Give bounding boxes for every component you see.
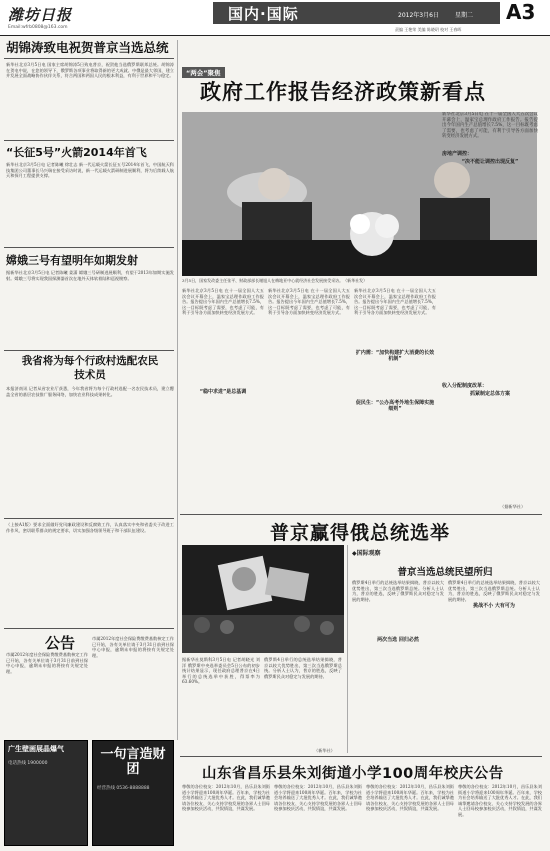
article-rocket: 新华社北京3月5日电 记者陈曦 徐壮志 新一代运载火箭长征五号2014年首飞，中国航天科技集团公司董事长马兴瑞在接受采访时说，新一代运载火箭研制进展顺利，将为后续载人航天和探月工程提供支撑。 [6,162,174,179]
gov-sub-5b: 抓紧制定总体方案 [469,391,510,397]
page-number: A3 [506,0,536,24]
ad-box-2 [92,740,174,846]
ad-1-sub: 电话热线 1900000 [8,761,48,766]
article-continued: （上接A1版）要求全面做好党风廉政建设和反腐败工作，认真落实中央和省委关于改进工作作风、密切联系群众的规定要求，切实加强各级领导班子和干部队伍建设。 [6,522,174,533]
article-change3: 据新华社北京3月5日电 记者陈曦 姜潇 嫦娥三号研制进展顺利，有望于2013年如期实施发射。嫦娥三号将实现我国探测器首次在地外天体软着陆和巡视勘察。 [6,270,174,281]
notice-body-2: 市属2012年度社会保险费缴费基数核定工作已开始，各有关单位请于3月31日前到社保中心申报，逾期未申报的将按有关规定处理。 [92,636,174,658]
putin-sign: （新华社） [314,748,335,753]
ad-1-brand: 广生壁画展晶爆气 [8,745,64,753]
gov-sub-4b: “决不能让调控出现反复” [461,159,519,165]
gov-reporter: （据新华社） [500,504,526,509]
issue-weekday: 星期二 [455,12,474,19]
headline-village: 我省将为每个行政村选配农民技术员 [21,355,159,381]
gov-col-4: 新华社北京3月5日电 在十一届全国人大五次会议开幕会上，温家宝总理作政府工作报告。报告提出今年国内生产总值增长7.5%，这一目标既考虑了需要，也考虑了可能，有利于引导各方面加快转变经济发展方式。 [442,112,538,140]
gov-col-3: 新华社北京3月5日电 在十一届全国人大五次会议开幕会上，温家宝总理作政府工作报告。报告提出今年国内生产总值增长7.5%，这一目标既考虑了需要，也考虑了可能，有利于引导各方面加快转变经济发展方式。 [354,288,436,316]
school-col-2: 尊敬的各位校友：2012年10月，昌乐县朱刘街道小学将迎来100周年华诞。百年来，学校为社会培养输送了大批优秀人才。在此，我们诚挚邀请各位校友、关心支持学校发展的各界人士回母校参加校庆活动，共叙情谊，共谋发展。 [274,784,362,812]
section-title: 国内·国际 [228,5,299,23]
school-col-4: 尊敬的各位校友：2012年10月，昌乐县朱刘街道小学将迎来100周年华诞。百年来，学校为社会培养输送了大批优秀人才。在此，我们诚挚邀请各位校友、关心支持学校发展的各界人士回母校参加校庆活动，共叙情谊，共谋发展。 [458,784,542,817]
gov-sub-2: 扩内需：“加快构建扩大消费的长效机制” [355,350,435,362]
headline-school-anniversary: 山东省昌乐县朱刘街道小学100周年校庆公告 [202,766,504,782]
ad-2-sub: 经营热线 0536-8888888 [97,786,150,791]
notice-body: 市属2012年度社会保险费缴费基数核定工作已开始，各有关单位请于3月31日前到社保中心申报，逾期未申报的将按有关规定处理。 [6,652,88,674]
rally-photo-content [182,545,344,653]
article-hu: 新华社北京3月5日电 国家主席胡锦涛5日致电普京，祝贺他当选俄罗斯联邦总统。胡锦涛在贺电中说，在您的领导下，俄罗斯各项事业将取得新的更大成就。中俄是最大邻国，建立并发展全面战略协作伙伴关系，符合两国和两国人民的根本利益，有利于世界和平与稳定。 [6,62,174,79]
headline-gov-report: 政府工作报告经济政策新看点 [200,80,486,104]
photo-caption: 3月5日，国家发改委主任张平、财政部部长谢旭人在梅地亚中心就经济社会发展接受采访。（新华社发） [182,278,368,283]
headline-rocket: “长征5号”火箭2014年首飞 [6,146,147,159]
logo: 潍坊日报 [8,6,73,24]
intl-tag: ◆国际观察 [352,550,381,557]
putin-sub-1: 两次当选 回归必然 [377,637,419,643]
email: Email:wfrb0808@163.com [8,25,68,30]
putin-col-2: 俄罗斯4日举行的总统选举结果揭晓，普京以较大优势胜出，第三次当选俄罗斯总统。分析人士认为，普京的胜选，反映了俄罗斯民众对稳定与发展的期待。 [264,657,342,679]
headline-hu: 胡锦涛致电祝贺普京当选总统 [6,40,169,55]
putin-col-4: 俄罗斯4日举行的总统选举结果揭晓，普京以较大优势胜出，第三次当选俄罗斯总统。分析人士认为，普京的胜选，反映了俄罗斯民众对稳定与发展的期待。 [448,580,540,602]
putin-col-1: 据新华社莫斯科3月5日电 记者胡晓光 刘洋 俄罗斯中央选举委员会5日公布的初步统计结果显示，现任政府总理普京在4日举行的总统选举中获胜，得票率为63.60%。 [182,657,260,685]
school-col-1: 尊敬的各位校友：2012年10月，昌乐县朱刘街道小学将迎来100周年华诞。百年来，学校为社会培养输送了大批优秀人才。在此，我们诚挚邀请各位校友、关心支持学校发展的各界人士回母校参加校庆活动，共叙情谊，共谋发展。 [182,784,270,812]
issue-date: 2012年3月6日 [398,12,439,19]
gov-sub-5a: 收入分配制度改革： [442,383,488,389]
ad-2-brand: 一句言造财团 [100,747,166,777]
gov-sub-1: “稳中求进”是总基调 [199,389,247,395]
article-village: 本报济南讯 记者从省农业厅获悉，今年我省将为每个行政村选配一名农民技术员，建立覆盖全省的基层农技推广服务网络，加快农业科技成果转化。 [6,386,174,397]
gov-sub-4a: 房地产调控： [442,151,473,157]
notice-title: 公告 [44,634,75,652]
gov-sub-3: 促民生：“公办高考外地生保障实施细则” [355,400,435,412]
headline-change3: 嫦娥三号有望明年如期发射 [6,254,138,267]
putin-col-3: 俄罗斯4日举行的总统选举结果揭晓，普京以较大优势胜出，第三次当选俄罗斯总统。分析人士认为，普京的胜选，反映了俄罗斯民众对稳定与发展的期待。 [352,580,444,602]
gov-col-2: 新华社北京3月5日电 在十一届全国人大五次会议开幕会上，温家宝总理作政府工作报告。报告提出今年国内生产总值增长7.5%，这一目标既考虑了需要，也考虑了可能，有利于引导各方面加快转变经济发展方式。 [268,288,350,316]
putin-rally-photo [182,545,344,653]
gov-col-1: 新华社北京3月5日电 在十一届全国人大五次会议开幕会上，温家宝总理作政府工作报告。报告提出今年国内生产总值增长7.5%，这一目标既考虑了需要，也考虑了可能，有利于引导各方面加快转变经济发展方式。 [182,288,264,316]
putin-sub-2: 挑战不小 大有可为 [473,603,515,609]
kicker: “两会”聚焦 [182,67,225,78]
headline-putin: 普京赢得俄总统选举 [270,522,451,544]
editors-line: 责编 王艳荣 美编 陈晓玥 校对 王春晖 [395,27,462,32]
ad-box-1 [4,740,88,846]
subhead-putin: 普京当选总统民望所归 [397,567,493,578]
school-col-3: 尊敬的各位校友：2012年10月，昌乐县朱刘街道小学将迎来100周年华诞。百年来，学校为社会培养输送了大批优秀人才。在此，我们诚挚邀请各位校友、关心支持学校发展的各界人士回母校参加校庆活动，共叙情谊，共谋发展。 [366,784,454,812]
